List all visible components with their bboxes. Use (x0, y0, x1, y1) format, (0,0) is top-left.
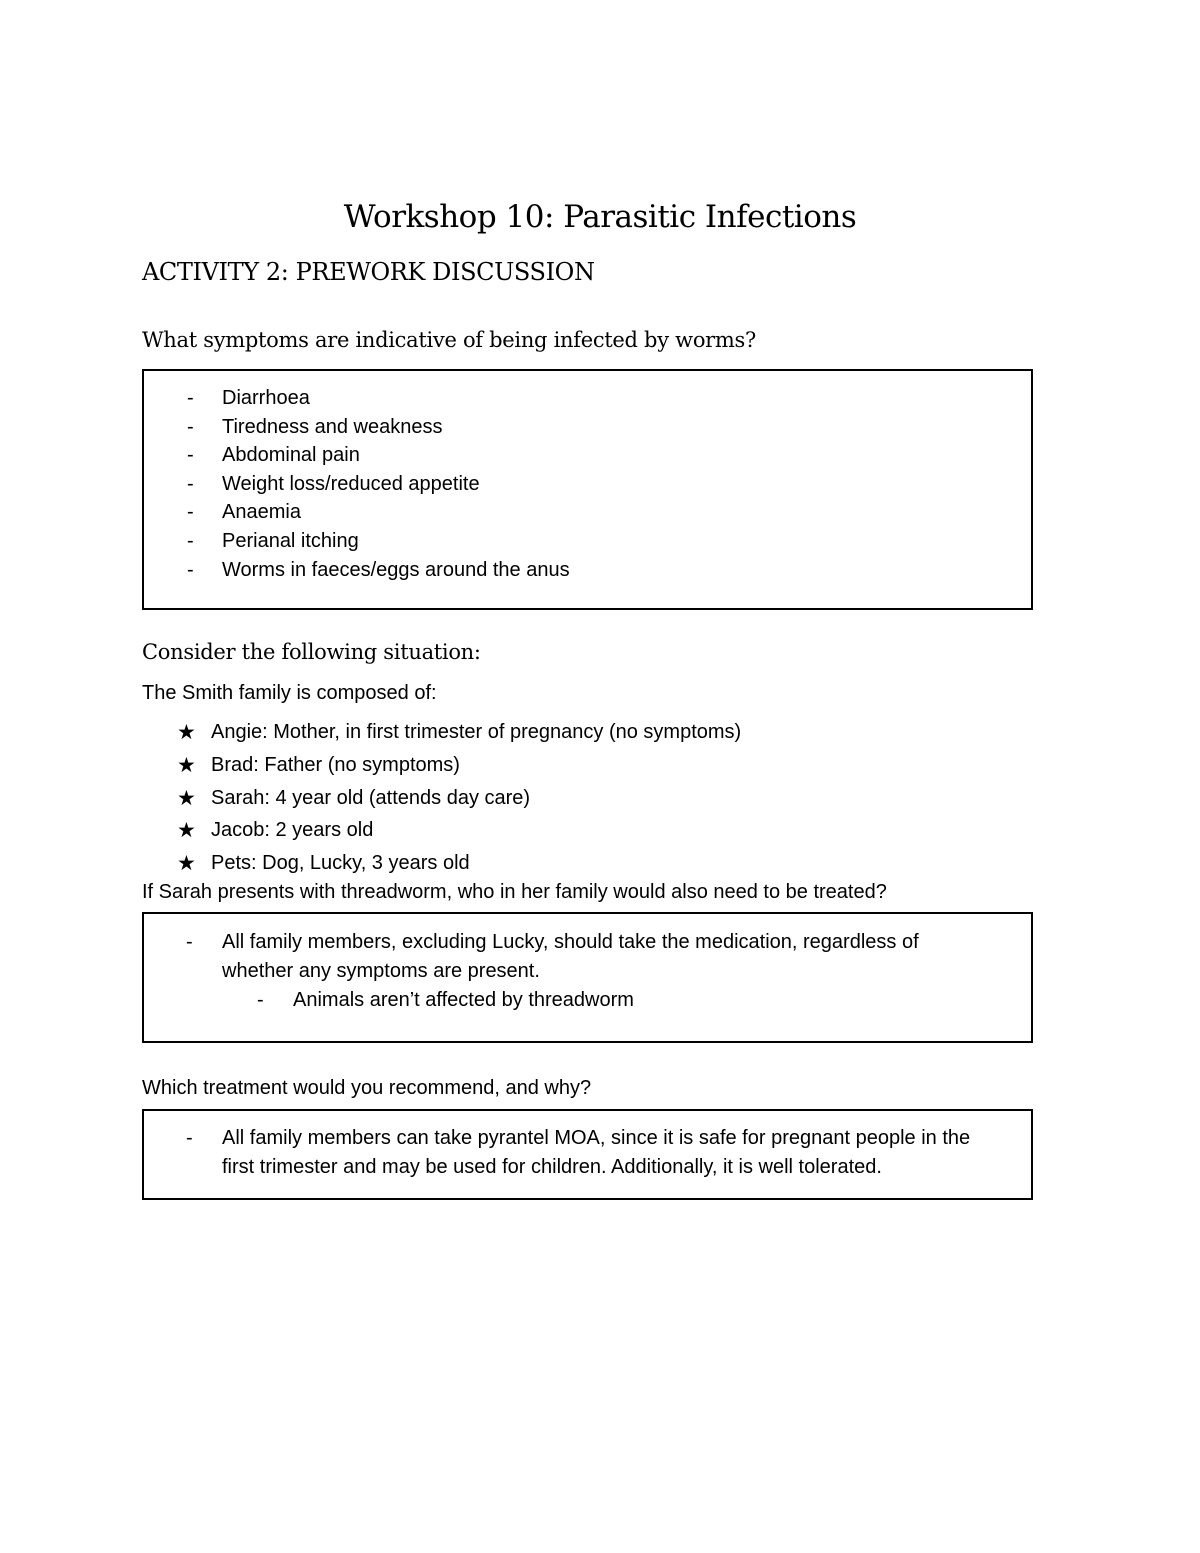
list-item (177, 749, 741, 782)
dash-bullet: - (187, 558, 194, 581)
family-member-text: Brad: Father (no symptoms) (211, 753, 460, 776)
recommend-answer-text: All family members can take pyrantel MOA, since it is safe for pregnant people in the first trimester and may be used for children. Additionally, it is well tolerated. (222, 1127, 971, 1178)
question-treated: If Sarah presents with threadworm, who in her family would also need to be treated? (142, 881, 887, 903)
dash-bullet: - (257, 989, 264, 1011)
page-title: Workshop 10: Parasitic Infections (343, 198, 857, 235)
list-item (144, 556, 570, 585)
dash-bullet: - (187, 501, 194, 524)
treated-answer-box (142, 912, 1033, 1043)
recommend-answer-item (186, 1124, 986, 1182)
list-item (144, 384, 570, 413)
situation-intro: Consider the following situation: (142, 640, 481, 664)
dash-bullet: - (187, 387, 194, 409)
star-icon: ★ (177, 752, 196, 777)
list-item (144, 527, 570, 556)
list-item (177, 782, 741, 815)
star-icon: ★ (177, 818, 196, 843)
dash-bullet: - (187, 415, 194, 438)
list-item (144, 470, 570, 499)
treated-sub-item (257, 986, 957, 1015)
symptom-text: Weight loss/reduced appetite (222, 472, 480, 495)
list-item (177, 847, 741, 880)
symptom-text: Perianal itching (222, 529, 359, 552)
list-item (177, 814, 741, 847)
family-member-text: Pets: Dog, Lucky, 3 years old (211, 852, 470, 875)
symptom-text: Worms in faeces/eggs around the anus (222, 558, 570, 581)
dash-bullet: - (186, 931, 193, 953)
question-recommend: Which treatment would you recommend, and why? (142, 1077, 592, 1099)
family-list (177, 716, 741, 880)
treated-sub-text: Animals aren’t affected by threadworm (293, 989, 634, 1011)
activity-heading: ACTIVITY 2: PREWORK DISCUSSION (142, 258, 595, 286)
symptom-text: Diarrhoea (222, 387, 310, 409)
treated-answer-text: All family members, excluding Lucky, should take the medication, regardless of whether any symptoms are present. (222, 931, 919, 982)
treated-answer-item (186, 928, 976, 986)
symptom-text: Tiredness and weakness (222, 415, 443, 438)
question-symptoms: What symptoms are indicative of being infected by worms? (142, 328, 756, 352)
star-icon: ★ (177, 720, 196, 744)
list-item (144, 498, 570, 527)
star-icon: ★ (177, 785, 196, 810)
family-member-text: Jacob: 2 years old (211, 819, 374, 842)
symptom-text: Abdominal pain (222, 444, 360, 467)
dash-bullet: - (186, 1127, 193, 1149)
family-member-text: Sarah: 4 year old (attends day care) (211, 786, 531, 809)
symptom-text: Anaemia (222, 501, 301, 524)
list-item (144, 413, 570, 442)
star-icon: ★ (177, 851, 196, 876)
symptom-list (144, 384, 570, 584)
dash-bullet: - (187, 472, 194, 495)
list-item (177, 716, 741, 749)
dash-bullet: - (187, 529, 194, 552)
symptoms-answer-box (142, 369, 1033, 610)
family-member-text: Angie: Mother, in first trimester of pregnancy (no symptoms) (211, 721, 742, 743)
family-intro: The Smith family is composed of: (142, 682, 437, 704)
recommend-answer-box (142, 1109, 1033, 1200)
list-item (144, 441, 570, 470)
dash-bullet: - (187, 444, 194, 467)
